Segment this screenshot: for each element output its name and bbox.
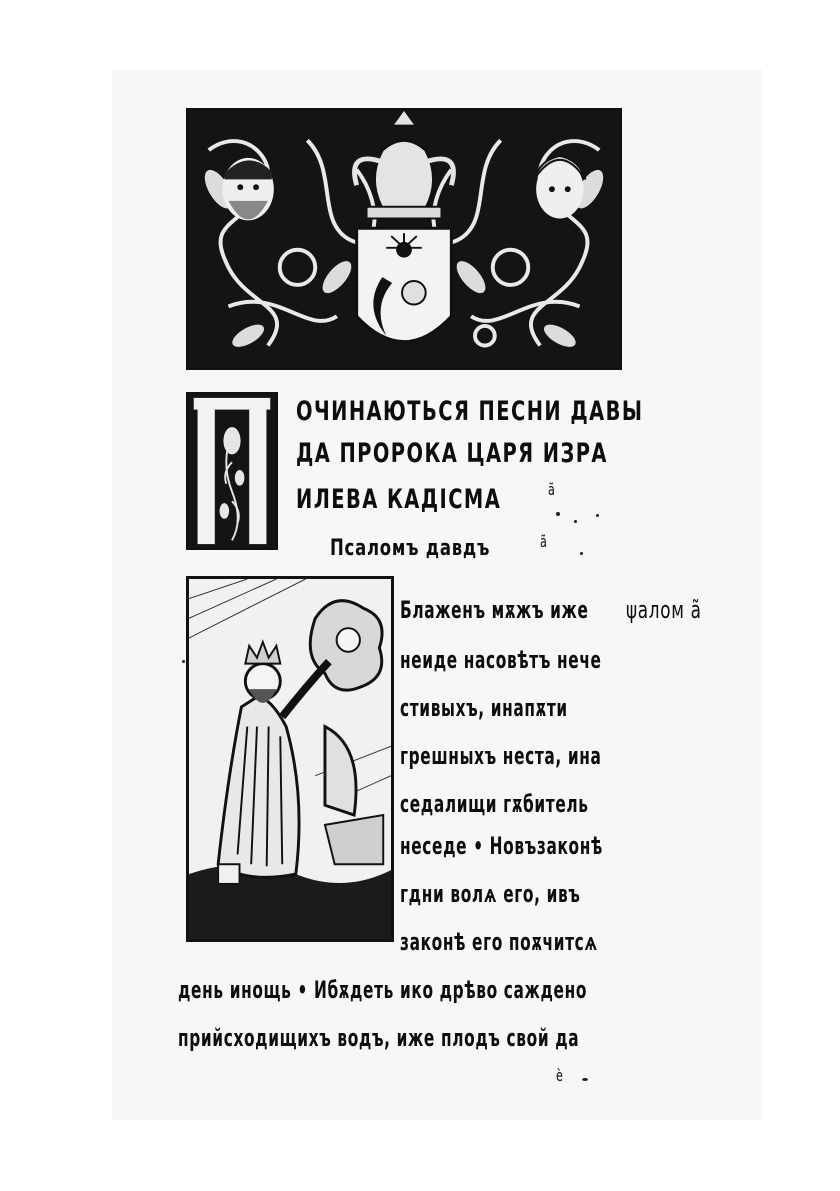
psalm-number: ã (540, 532, 548, 551)
body-line-7: гдни волѧ его, ивъ (400, 880, 581, 908)
decorative-headpiece (186, 108, 622, 370)
body-line-5: седалищи гѫбитель (400, 790, 589, 818)
catchword: ѐ (556, 1066, 564, 1085)
margin-note: ψалом ã (626, 596, 702, 624)
body-line-1: Блаженъ мѫжъ иже (400, 596, 589, 624)
title-line-3-suffix: ã (548, 480, 556, 499)
body-line-8: законѣ его поѫчитсѧ (400, 928, 598, 956)
title-line-1: ОЧИНАЮТЬСЯ ПЕСНИ ДАВЫ (296, 396, 644, 427)
body-line-6: неседе • Новъзаконѣ (400, 832, 603, 860)
body-line-2: неиде насовѣтъ нече (400, 646, 602, 674)
ink-speck (582, 1078, 588, 1081)
title-line-3: ИЛЕВА КАДІСМА (296, 484, 502, 515)
king-david-woodcut (186, 576, 394, 942)
decorated-initial (186, 392, 278, 550)
body-line-10: прийсходищихъ водъ, иже плодъ свой да (178, 1024, 580, 1052)
ink-speck (556, 512, 560, 516)
body-line-9: день инощь • Ибѫдеть ико дрѣво саждено (178, 976, 588, 1004)
ink-speck (574, 520, 577, 523)
title-line-2: ДА ПРОРОКА ЦАРЯ ИЗРА (296, 438, 608, 469)
ink-speck (182, 660, 185, 663)
body-line-3: стивыхъ, инапѫти (400, 694, 568, 722)
psalm-label: Псаломъ давдъ (330, 536, 491, 561)
body-line-4: грешныхъ неста, ина (400, 742, 602, 770)
ink-speck (580, 552, 583, 555)
ink-speck (596, 514, 599, 517)
